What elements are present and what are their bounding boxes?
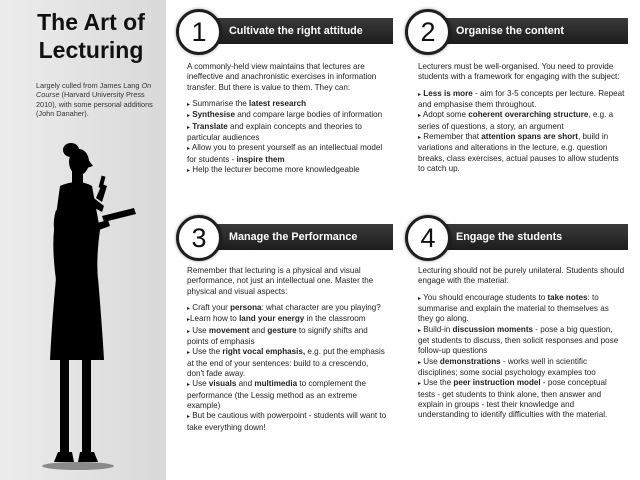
list-item: ▸ Translate and explain concepts and theories to particular audiences	[187, 121, 362, 143]
arrow-icon: ▸	[187, 168, 191, 175]
list-item: ▸ Use the right vocal emphasis, e.g. put the emphasis at the end of your sentences: build to a crescendo, don't fade away.	[187, 347, 385, 379]
arrow-icon: ▸	[418, 91, 422, 98]
list-item: ▸ Craft your persona: what character are you playing?	[187, 303, 381, 313]
credit-note	[36, 81, 156, 118]
section-2-body	[418, 62, 626, 174]
credit-post: (Harvard University Press 2010), with some personal additions (John Danaher).	[36, 90, 153, 118]
section-2-title: Organise the content	[456, 25, 564, 37]
arrow-icon: ▸	[418, 135, 422, 142]
section-3-intro: Remember that lecturing is a physical and visual performance, not just an intellectual one. Master the physical and visual aspects:	[187, 266, 374, 296]
arrow-icon: ▸	[187, 317, 191, 324]
title-line-2: Lecturing	[38, 37, 144, 63]
list-item: ▸ Adopt some coherent overarching structure, e.g. a series of questions, a story, an argument	[418, 110, 614, 131]
section-4-body	[418, 266, 626, 421]
page-title	[16, 8, 166, 64]
list-item: ▸ Use visuals and multimedia to complement the performance (the Lessig method as an extreme example)	[187, 379, 366, 411]
list-item: ▸ But be cautious with powerpoint - students will want to take everything down!	[187, 411, 387, 432]
section-1-title: Cultivate the right attitude	[229, 25, 363, 37]
list-item: ▸ Synthesise and compare large bodies of information	[187, 110, 383, 120]
arrow-icon: ▸	[187, 382, 191, 389]
title-line-1: The Art of	[37, 9, 145, 35]
list-item: ▸ Less is more - aim for 3-5 concepts per lecture. Repeat and emphasise them throughout.	[418, 88, 625, 110]
credit-pre: Largely culled from James Lang	[36, 81, 142, 90]
arrow-icon: ▸	[187, 350, 191, 357]
arrow-icon: ▸	[418, 113, 422, 120]
arrow-icon: ▸	[418, 359, 422, 366]
list-item: ▸ Use movement and gesture to signify shifts and points of emphasis	[187, 325, 368, 347]
section-3-title: Manage the Performance	[229, 231, 358, 243]
arrow-icon: ▸	[187, 146, 191, 153]
arrow-icon: ▸	[418, 295, 422, 302]
arrow-icon: ▸	[187, 124, 191, 131]
lecturer-silhouette-icon	[30, 140, 140, 480]
section-4-number-badge: 4	[405, 215, 451, 261]
list-item: ▸ Use demonstrations - works well in scientific disciplines; some social psychology examples too	[418, 356, 596, 378]
arrow-icon: ▸	[187, 102, 191, 109]
list-item: ▸ You should encourage students to take notes: to summarise and explain the material to themselves as they go along.	[418, 292, 609, 324]
list-item: ▸ Summarise the latest research	[187, 99, 307, 109]
section-1-intro: A commonly-held view maintains that lectures are ineffective and anachronistic exercises in information transfer. But there is value to them. They can:	[187, 62, 377, 92]
arrow-icon: ▸	[187, 414, 191, 421]
section-1-body	[187, 62, 387, 176]
section-4-title: Engage the students	[456, 231, 563, 243]
section-4-intro: Lecturing should not be purely unilateral. Students should engage with the material:	[418, 266, 625, 286]
list-item: ▸ Help the lecturer become more knowledgeable	[187, 165, 360, 175]
section-1-number-badge: 1	[176, 9, 222, 55]
arrow-icon: ▸	[187, 306, 191, 313]
list-item: ▸ Build-in discussion moments - pose a big question, get students to discuss, then solicit responses and pose follow-up questions	[418, 324, 619, 356]
list-item: ▸Learn how to land your energy in the classroom	[187, 314, 366, 324]
arrow-icon: ▸	[418, 381, 422, 388]
list-item: ▸ Remember that attention spans are short, build in variations and alterations in the lecture, e.g. question breaks, class exercises, actual pauses to allow students to catch up.	[418, 132, 619, 174]
list-item: ▸ Use the peer instruction model - pose conceptual tests - get students to think alone, then answer and explain in groups - test their knowledge and understanding to identify difficulties with the material.	[418, 378, 608, 420]
section-3-number-badge: 3	[176, 215, 222, 261]
section-3-body	[187, 266, 387, 433]
credit-book: On Course	[36, 81, 152, 100]
arrow-icon: ▸	[187, 113, 191, 120]
arrow-icon: ▸	[187, 328, 191, 335]
arrow-icon: ▸	[418, 327, 422, 334]
section-2-number-badge: 2	[405, 9, 451, 55]
list-item: ▸ Allow you to present yourself as an intellectual model for students - inspire them	[187, 143, 383, 164]
section-2-intro: Lecturers must be well-organised. You need to provide students with a framework for engaging with the subject:	[418, 62, 620, 82]
